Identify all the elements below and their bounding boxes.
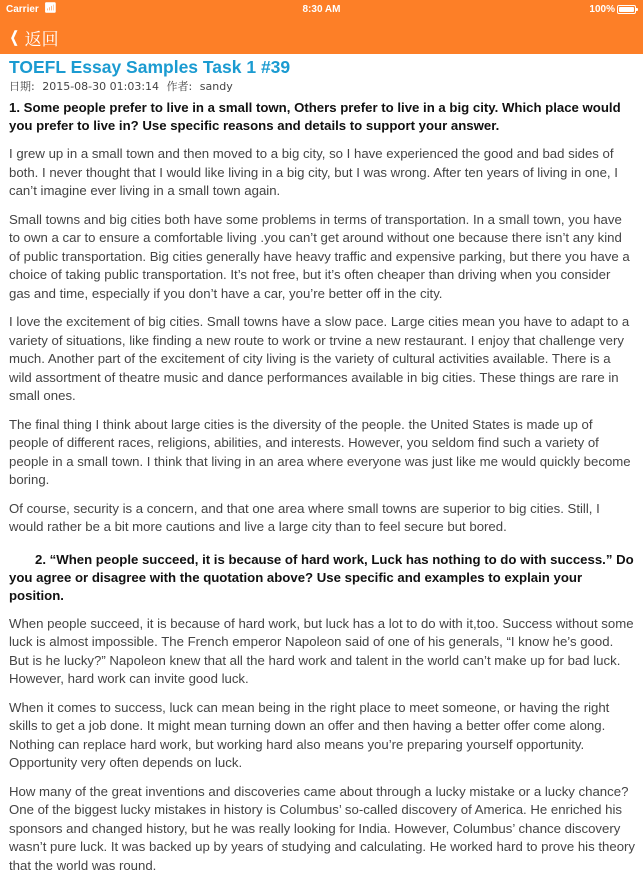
paragraph: Of course, security is a concern, and that one area where small towns are superior to big cities. Still, I would rather be a bit more cautions and live a large city than to feel secure but bored. — [9, 500, 600, 534]
chevron-left-icon: ❮ — [9, 29, 19, 46]
article-content — [9, 54, 635, 885]
question-2: 2. “When people succeed, it is because of hard work, Luck has nothing to do with success.” Do you agree or disagree with the quotation above? Use specific and examples to explain your position. — [9, 551, 634, 603]
author-label: 作者: — [166, 80, 193, 93]
back-button[interactable] — [8, 25, 59, 49]
paragraph: The final thing I think about large cities is the diversity of the people. the United States is made up of people of different races, religions, abilities, and interests. However, you seldom find such a variety of people in a small town. I think that living in an area where everyone was just like me would quickly become boring. — [9, 416, 631, 487]
author-value: sandy — [199, 80, 233, 93]
question-1: 1. Some people prefer to live in a small town, Others prefer to live in a big city. Which place would you prefer to live in? Use specific reasons and details to support your answer. — [9, 100, 621, 133]
date-label: 日期: — [9, 80, 35, 93]
paragraph: When it comes to success, luck can mean being in the right place to meet someone, or having the right skills to get a job done. It might mean turning down an offer and then having a better offer come along. Nothing can replace hard work, but working hard also means you’re preparing yourself opportunity. Opportunity very often depends on luck. — [9, 699, 610, 770]
paragraph: Small towns and big cities both have some problems in terms of transportation. In a small town, you have to own a car to ensure a comfortable living .you can’t get around without one because there isn’t any kind of public transportation. Big cities generally have heavy traffic and expensive parking, but there you have a choice of taking public transportation. It’s not free, but it’s often cheaper than driving when you consider gas and time, especially if you don’t have a car, you’re better off in the city. — [9, 211, 630, 301]
status-time: 8:30 AM — [302, 4, 341, 15]
back-label: 返回 — [24, 29, 59, 50]
wifi-icon: 📶︎ — [44, 3, 57, 14]
paragraph: I love the excitement of big cities. Small towns have a slow pace. Large cities mean you have to adapt to a variety of situations, like finding a new route to work or trvine a new restaurant. I enjoy that challenge very much. Another part of the excitement of city living is the variety of cultural activities available. There is a wild assortment of theatre music and dance performances available in big cities. These things are rare in small ones. — [9, 314, 630, 403]
paragraph: I grew up in a small town and then moved to a big city, so I have experienced the good and bad sides of both. I never thought that I would like living in a big city, but I was wrong. After ten years of living in one, I can’t imagine ever living in a small town again. — [9, 146, 618, 198]
battery-percentage: 100% — [589, 4, 615, 15]
article-meta — [9, 79, 635, 95]
paragraph: How many of the great inventions and discoveries came about through a lucky mistake or a lucky chance? One of the biggest lucky mistakes in history is Columbus’ so-called discovery of America. He enriched his sponsors and changed history, but he was really looking for India. However, Columbus’ chance discovery wasn’t pure luck. It was backed up by years of studying and calculating. He worked hard to prove his theory that the world was round. — [9, 783, 636, 873]
status-bar — [0, 0, 643, 20]
paragraph: When people succeed, it is because of hard work, but luck has a lot to do with it,too. Success without some luck is almost impossible. The French emperor Napoleon said of one of his generals, “I know he’s good. But is he lucky?” Napoleon knew that all the hard work and talent in the world can’t make up for bad luck. However, hard work can invite good luck. — [9, 615, 634, 686]
date-value: 2015-08-30 01:03:14 — [42, 80, 160, 93]
battery-icon — [617, 5, 636, 14]
carrier-label: Carrier — [6, 4, 39, 15]
article-title: TOEFL Essay Samples Task 1 #39 — [9, 57, 291, 77]
navigation-header — [0, 0, 643, 54]
